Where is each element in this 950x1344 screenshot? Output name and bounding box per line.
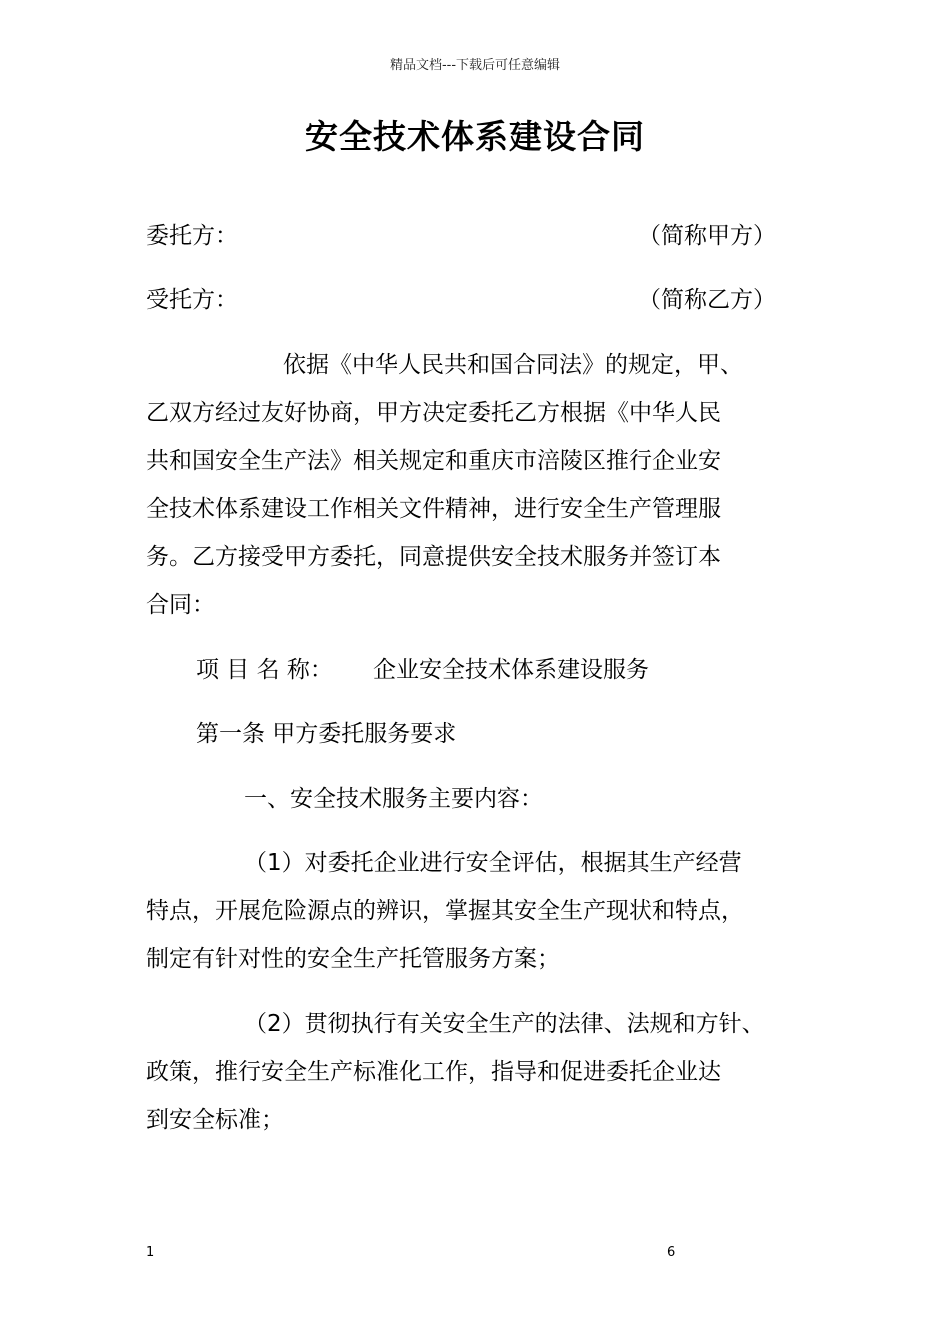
footer-left-number: 1 xyxy=(146,1245,155,1260)
party-b-note: （简称乙方） xyxy=(638,287,776,313)
intro-line: 务。乙方接受甲方委托，同意提供安全技术服务并签订本 xyxy=(146,544,721,570)
item-line: （2）贯彻执行有关安全生产的法律、法规和方针、 xyxy=(244,1011,765,1037)
section-heading: 一、安全技术服务主要内容： xyxy=(244,786,543,812)
party-b-label: 受托方： xyxy=(146,287,238,313)
article-heading: 第一条 甲方委托服务要求 xyxy=(196,721,457,747)
intro-line: 全技术体系建设工作相关文件精神，进行安全生产管理服 xyxy=(146,496,721,522)
item-line: 特点，开展危险源点的辨识，掌握其安全生产现状和特点， xyxy=(146,898,744,924)
project-name-label: 项 目 名 称： xyxy=(196,657,333,683)
document-title: 安全技术体系建设合同 xyxy=(305,117,645,156)
party-a-note: （简称甲方） xyxy=(638,223,776,249)
footer-right-number: 6 xyxy=(667,1245,676,1260)
item-line: （1）对委托企业进行安全评估，根据其生产经营 xyxy=(244,850,742,876)
intro-line: 合同： xyxy=(146,592,215,618)
party-a-label: 委托方： xyxy=(146,223,238,249)
intro-line: 共和国安全生产法》相关规定和重庆市涪陵区推行企业安 xyxy=(146,448,721,474)
intro-line: 乙双方经过友好协商，甲方决定委托乙方根据《中华人民 xyxy=(146,400,721,426)
intro-line: 依据《中华人民共和国合同法》的规定，甲、 xyxy=(283,352,743,378)
item-line: 制定有针对性的安全生产托管服务方案； xyxy=(146,946,560,972)
page-header: 精品文档---下载后可任意编辑 xyxy=(389,58,561,73)
item-line: 到安全标准； xyxy=(146,1107,284,1133)
project-name-value: 企业安全技术体系建设服务 xyxy=(373,657,649,683)
item-line: 政策，推行安全生产标准化工作，指导和促进委托企业达 xyxy=(146,1059,721,1085)
